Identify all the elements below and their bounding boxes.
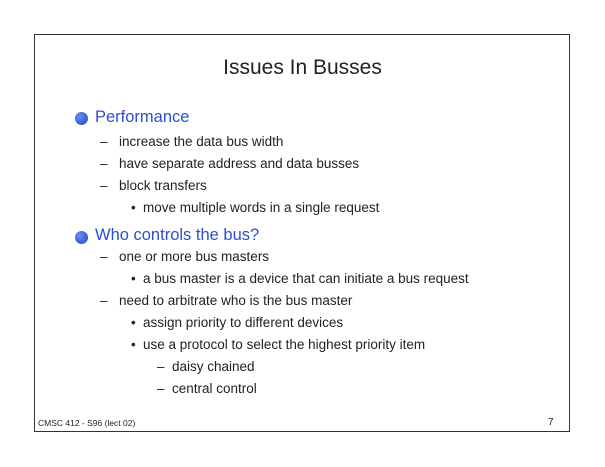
list-subitem: move multiple words in a single request bbox=[143, 200, 380, 215]
list-item: increase the data bus width bbox=[119, 134, 284, 149]
slide-title: Issues In Busses bbox=[223, 56, 382, 79]
dash-marker: – bbox=[157, 381, 165, 396]
list-item: one or more bus masters bbox=[119, 249, 270, 264]
list-subsubitem: central control bbox=[172, 381, 257, 396]
dot-marker: • bbox=[131, 200, 136, 215]
list-subitem: use a protocol to select the highest priority item bbox=[143, 337, 426, 352]
list-item: block transfers bbox=[119, 178, 207, 193]
dot-marker: • bbox=[131, 271, 136, 286]
footer-course: CMSC 412 - S96 (lect 02) bbox=[38, 418, 136, 428]
dot-marker: • bbox=[131, 337, 136, 352]
list-item: have separate address and data busses bbox=[119, 156, 360, 171]
bullet-icon bbox=[75, 231, 88, 244]
list-subitem: a bus master is a device that can initiate a bus request bbox=[143, 271, 469, 286]
dash-marker: – bbox=[100, 249, 108, 264]
dash-marker: – bbox=[100, 156, 108, 171]
list-item: need to arbitrate who is the bus master bbox=[119, 293, 353, 308]
section-heading-performance: Performance bbox=[95, 108, 190, 126]
dot-marker: • bbox=[131, 315, 136, 330]
list-subsubitem: daisy chained bbox=[172, 359, 255, 374]
dash-marker: – bbox=[100, 293, 108, 308]
dash-marker: – bbox=[100, 134, 108, 149]
dash-marker: – bbox=[157, 359, 165, 374]
dash-marker: – bbox=[100, 178, 108, 193]
list-subitem: assign priority to different devices bbox=[143, 315, 344, 330]
page-number: 7 bbox=[548, 417, 554, 428]
section-heading-who-controls: Who controls the bus? bbox=[95, 226, 260, 244]
bullet-icon bbox=[75, 112, 88, 125]
